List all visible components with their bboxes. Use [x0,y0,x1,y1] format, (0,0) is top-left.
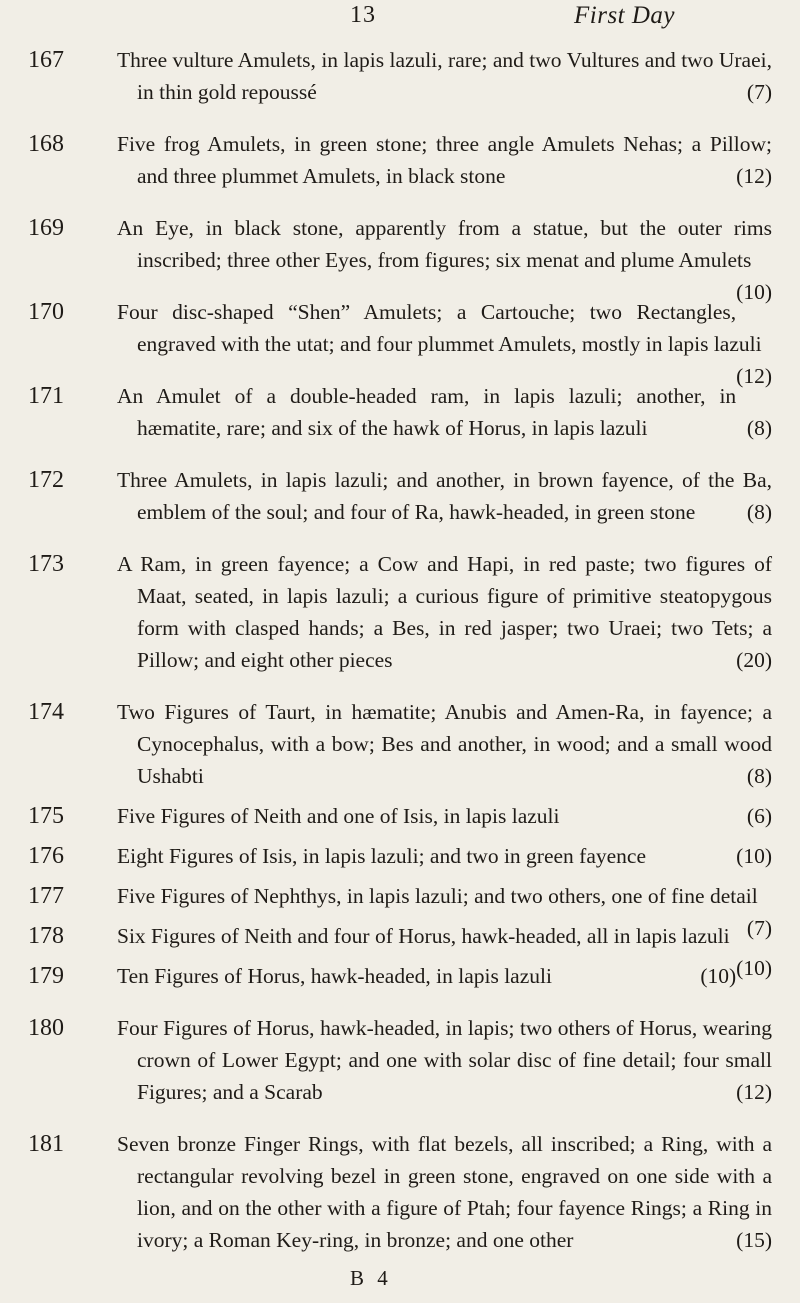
lot-text: A Ram, in green fayence; a Cow and Hapi, in red paste; two figures of Maat, seated, in lapis lazuli; a curious figure of primitive steatopygous form with clasped hands; a Bes, in red jasper; two Uraei; two Tets; a Pillow; and eight other pieces [117,552,772,672]
lot-entry [0,696,800,792]
lot-text: Eight Figures of Isis, in lapis lazuli; and two in green fayence [117,844,647,868]
lot-description [117,464,772,528]
lot-description [117,960,772,992]
lot-number: 167 [28,47,64,73]
lot-text: Four Figures of Horus, hawk-headed, in lapis; two others of Horus, wearing crown of Lower Egypt; and one with solar disc of fine detail; four small Figures; and a Scarab [117,1016,772,1104]
lot-text: Two Figures of Taurt, in hæmatite; Anubis and Amen-Ra, in fayence; a Cynocephalus, with a bow; Bes and another, in wood; and a small wood Ushabti [117,700,772,788]
lot-quantity: (7) [746,916,772,940]
lot-entry [0,380,800,444]
lot-description [117,1012,772,1108]
lot-number: 169 [28,215,64,241]
lot-quantity: (10) [736,280,772,304]
lot-entry [0,296,800,388]
lot-quantity: (15) [736,1228,772,1252]
lot-text: An Amulet of a double-headed ram, in lapis lazuli; another, in hæmatite, rare; and six of the hawk of Horus, in lapis lazuli [117,384,737,440]
lot-entry [0,212,800,304]
lot-entry [0,44,800,108]
lot-entry [0,1012,800,1108]
lot-description [117,296,772,388]
lot-description [117,380,772,444]
lot-entry [0,128,800,192]
lot-description [117,840,772,872]
lot-text: Five Figures of Nephthys, in lapis lazuli; and two others, one of fine detail [117,884,758,908]
lot-entry [0,840,800,872]
lot-quantity: (12) [736,364,772,388]
lot-number: 177 [28,883,64,909]
lot-list [0,44,800,1276]
lot-text: Three Amulets, in lapis lazuli; and another, in brown fayence, of the Ba, emblem of the soul; and four of Ra, hawk-headed, in green stone [117,468,772,524]
lot-quantity: (10) [736,844,772,868]
lot-number: 174 [28,699,64,725]
lot-number: 168 [28,131,64,157]
lot-number: 178 [28,923,64,949]
lot-entry [0,960,800,992]
lot-text: Five Figures of Neith and one of Isis, in lapis lazuli [117,804,560,828]
lot-number: 170 [28,299,64,325]
lot-text: Five frog Amulets, in green stone; three angle Amulets Nehas; a Pillow; and three plummet Amulets, in black stone [117,132,772,188]
lot-quantity: (8) [746,416,772,440]
lot-description [117,128,772,192]
page-header [0,2,800,36]
lot-number: 180 [28,1015,64,1041]
lot-quantity: (12) [736,164,772,188]
lot-description [117,44,772,108]
lot-quantity: (6) [746,804,772,828]
lot-number: 175 [28,803,64,829]
lot-description [117,696,772,792]
lot-description [117,1128,772,1256]
lot-quantity: (10) [736,956,772,980]
lot-entry [0,464,800,528]
lot-description [117,212,772,304]
lot-text: Six Figures of Neith and four of Horus, hawk-headed, all in lapis lazuli [117,924,730,948]
lot-number: 176 [28,843,64,869]
lot-quantity: (8) [746,500,772,524]
signature-mark: B 4 [350,1266,392,1290]
lot-text: Seven bronze Finger Rings, with flat bezels, all inscribed; a Ring, with a rectangular revolving bezel in green stone, engraved on one side with a lion, and on the other with a figure of Ptah; four fayence Rings; a Ring in ivory; a Roman Key-ring, in bronze; and one other [117,1132,772,1252]
lot-description [117,548,772,676]
lot-text: Ten Figures of Horus, hawk-headed, in lapis lazuli [117,964,552,988]
lot-number: 179 [28,963,64,989]
lot-quantity: (7) [746,80,772,104]
lot-description [117,800,772,832]
lot-text: Four disc-shaped “Shen” Amulets; a Cartouche; two Rectangles, engraved with the utat; and four plummet Amulets, mostly in lapis lazuli [117,300,762,356]
lot-quantity: (12) [736,1080,772,1104]
lot-quantity: (10) [700,964,737,988]
lot-entry [0,800,800,832]
lot-number: 172 [28,467,64,493]
lot-entry [0,548,800,676]
lot-number: 173 [28,551,64,577]
lot-quantity: (20) [736,648,772,672]
page-number: 13 [350,2,376,28]
lot-text: An Eye, in black stone, apparently from a statue, but the outer rims inscribed; three other Eyes, from figures; six menat and plume Amulets [117,216,772,272]
lot-quantity: (8) [746,764,772,788]
lot-number: 181 [28,1131,64,1157]
running-title: First Day [574,2,676,29]
lot-text: Three vulture Amulets, in lapis lazuli, rare; and two Vultures and two Uraei, in thin gold repoussé [117,48,772,104]
lot-number: 171 [28,383,64,409]
lot-entry [0,1128,800,1256]
